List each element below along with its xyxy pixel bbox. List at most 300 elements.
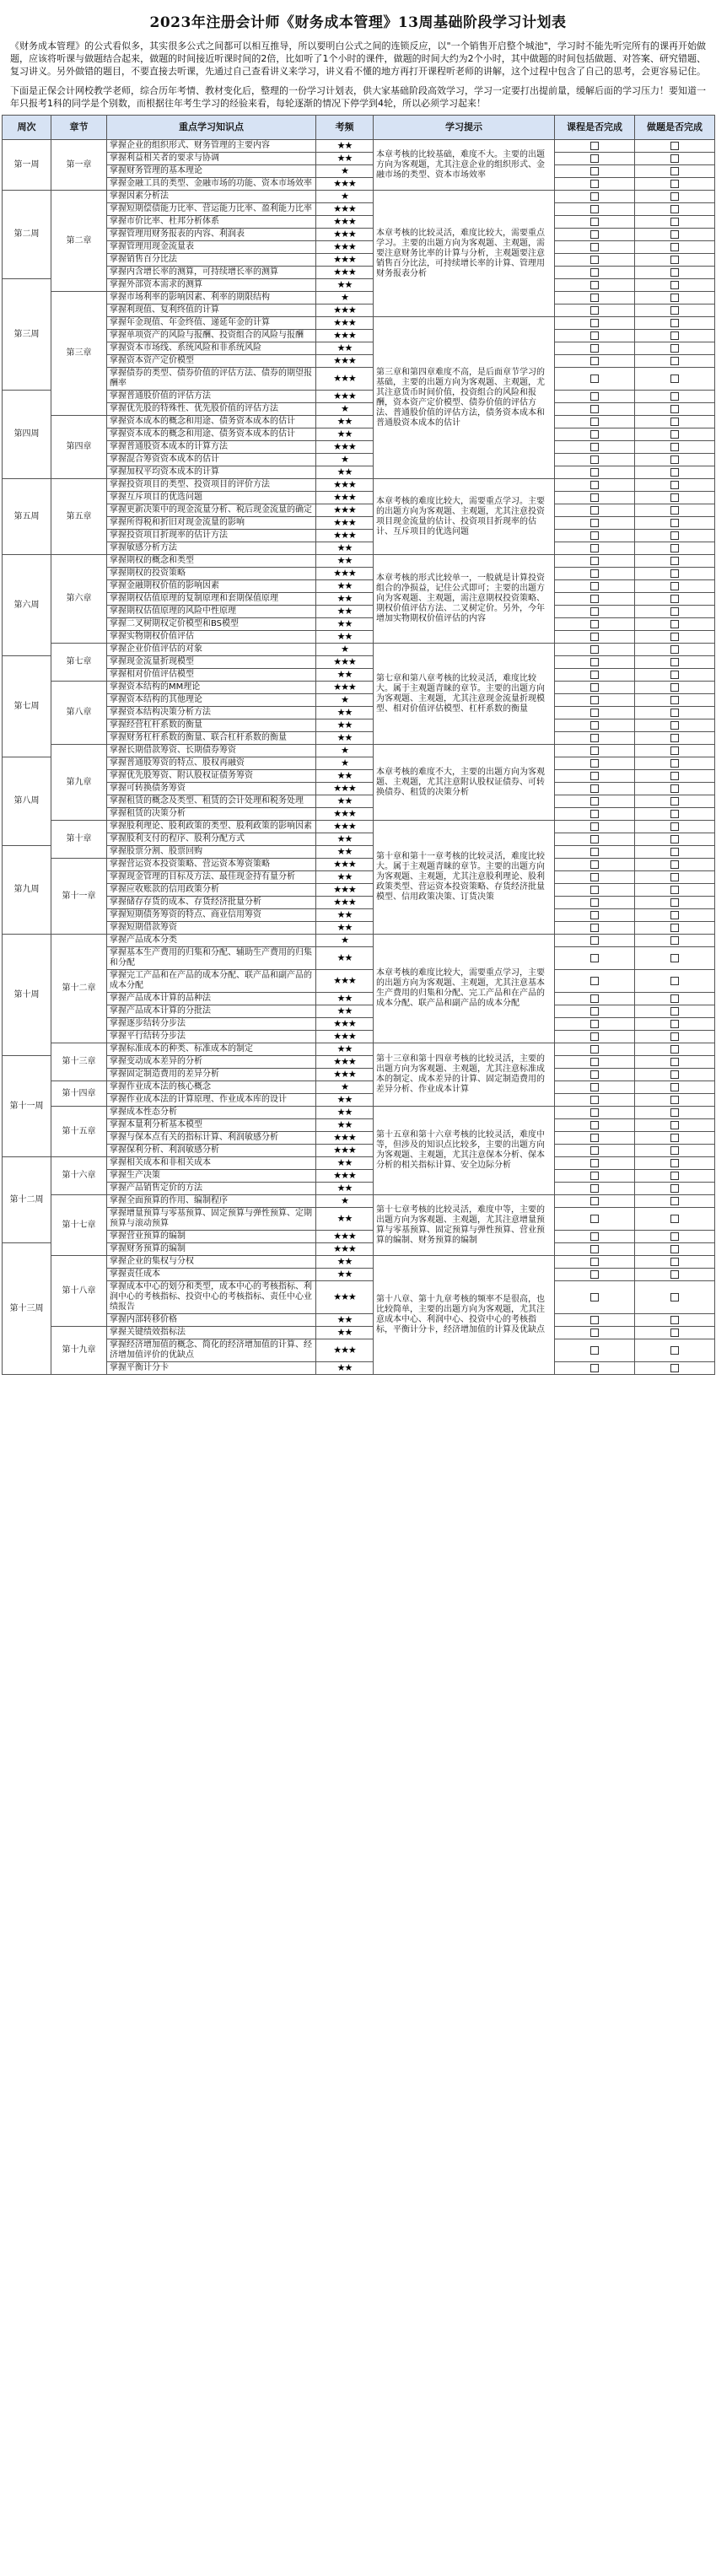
practice-checkbox[interactable] xyxy=(670,1184,679,1193)
practice-checkbox-cell xyxy=(635,732,715,745)
header-course-done: 课程是否完成 xyxy=(555,116,635,140)
practice-checkbox[interactable] xyxy=(670,1032,679,1041)
course-checkbox[interactable] xyxy=(590,154,599,163)
practice-checkbox[interactable] xyxy=(670,1146,679,1155)
practice-checkbox[interactable] xyxy=(670,1258,679,1266)
frequency-stars: ★★★ xyxy=(316,1056,374,1069)
header-practice-done: 做题是否完成 xyxy=(635,116,715,140)
practice-checkbox[interactable] xyxy=(670,1096,679,1104)
key-point-cell: 掌握资本结构的MM理论 xyxy=(107,682,316,694)
course-checkbox-cell xyxy=(555,530,635,542)
practice-checkbox[interactable] xyxy=(670,582,679,590)
practice-checkbox[interactable] xyxy=(670,1172,679,1180)
practice-checkbox[interactable] xyxy=(670,142,679,150)
course-checkbox[interactable] xyxy=(590,1159,599,1167)
practice-checkbox[interactable] xyxy=(670,306,679,315)
practice-checkbox[interactable] xyxy=(670,243,679,251)
frequency-stars: ★ xyxy=(316,1081,374,1094)
frequency-stars: ★★ xyxy=(316,555,374,568)
key-point-cell: 掌握相对价值评估模型 xyxy=(107,669,316,682)
course-checkbox[interactable] xyxy=(590,1032,599,1041)
course-checkbox[interactable] xyxy=(590,331,599,340)
frequency-stars: ★★ xyxy=(316,631,374,644)
course-checkbox[interactable] xyxy=(590,268,599,277)
course-checkbox[interactable] xyxy=(590,306,599,315)
practice-checkbox-cell xyxy=(635,555,715,568)
course-checkbox[interactable] xyxy=(590,205,599,213)
course-checkbox[interactable] xyxy=(590,721,599,730)
course-checkbox[interactable] xyxy=(590,142,599,150)
practice-checkbox[interactable] xyxy=(670,1232,679,1241)
week-cell: 第六周 xyxy=(3,555,51,656)
practice-checkbox[interactable] xyxy=(670,569,679,578)
course-checkbox[interactable] xyxy=(590,784,599,793)
practice-checkbox[interactable] xyxy=(670,994,679,1003)
frequency-stars: ★★★ xyxy=(316,368,374,391)
course-checkbox[interactable] xyxy=(590,810,599,818)
course-checkbox[interactable] xyxy=(590,848,599,856)
course-checkbox-cell xyxy=(555,656,635,669)
practice-checkbox[interactable] xyxy=(670,1245,679,1253)
course-checkbox[interactable] xyxy=(590,218,599,226)
practice-checkbox[interactable] xyxy=(670,873,679,881)
practice-checkbox[interactable] xyxy=(670,977,679,985)
frequency-stars: ★★★ xyxy=(316,1132,374,1145)
frequency-stars: ★★★ xyxy=(316,808,374,821)
course-checkbox[interactable] xyxy=(590,772,599,780)
course-checkbox[interactable] xyxy=(590,180,599,188)
course-checkbox[interactable] xyxy=(590,1184,599,1193)
table-row xyxy=(3,1069,715,1081)
table-row xyxy=(3,1043,715,1056)
practice-checkbox[interactable] xyxy=(670,1293,679,1301)
course-checkbox[interactable] xyxy=(590,1020,599,1028)
course-checkbox[interactable] xyxy=(590,344,599,353)
course-checkbox-cell xyxy=(555,254,635,267)
course-checkbox[interactable] xyxy=(590,1083,599,1091)
practice-checkbox-cell xyxy=(635,330,715,342)
key-point-cell: 掌握作业成本法的核心概念 xyxy=(107,1081,316,1094)
course-checkbox[interactable] xyxy=(590,1316,599,1324)
course-checkbox[interactable] xyxy=(590,1215,599,1223)
course-checkbox[interactable] xyxy=(590,544,599,552)
course-checkbox[interactable] xyxy=(590,1058,599,1066)
table-row xyxy=(3,203,715,216)
chapter-cell: 第十六章 xyxy=(51,1157,107,1195)
course-checkbox[interactable] xyxy=(590,1346,599,1355)
practice-checkbox[interactable] xyxy=(670,357,679,365)
practice-checkbox[interactable] xyxy=(670,531,679,540)
practice-checkbox[interactable] xyxy=(670,924,679,932)
frequency-stars: ★★ xyxy=(316,669,374,682)
key-point-cell: 掌握平衡计分卡 xyxy=(107,1362,316,1375)
chapter-cell: 第三章 xyxy=(51,292,107,416)
practice-checkbox[interactable] xyxy=(670,1316,679,1324)
practice-checkbox[interactable] xyxy=(670,418,679,426)
practice-checkbox-cell xyxy=(635,935,715,947)
key-point-cell: 掌握短期债务筹资的特点、商业信用筹资 xyxy=(107,909,316,922)
practice-checkbox[interactable] xyxy=(670,860,679,869)
practice-checkbox[interactable] xyxy=(670,319,679,327)
frequency-stars: ★★ xyxy=(316,1005,374,1018)
practice-checkbox[interactable] xyxy=(670,1197,679,1205)
table-row xyxy=(3,694,715,707)
course-checkbox-cell xyxy=(555,241,635,254)
course-checkbox[interactable] xyxy=(590,243,599,251)
practice-checkbox[interactable] xyxy=(670,544,679,552)
course-checkbox[interactable] xyxy=(590,607,599,616)
practice-checkbox[interactable] xyxy=(670,167,679,175)
practice-checkbox[interactable] xyxy=(670,1045,679,1054)
practice-checkbox[interactable] xyxy=(670,822,679,831)
course-checkbox[interactable] xyxy=(590,230,599,239)
course-checkbox[interactable] xyxy=(590,1364,599,1372)
course-checkbox[interactable] xyxy=(590,734,599,742)
practice-checkbox[interactable] xyxy=(670,911,679,919)
practice-checkbox[interactable] xyxy=(670,709,679,717)
course-checkbox[interactable] xyxy=(590,256,599,264)
table-row xyxy=(3,279,715,292)
chapter-cell: 第五章 xyxy=(51,479,107,555)
table-row xyxy=(3,1256,715,1269)
course-checkbox[interactable] xyxy=(590,418,599,426)
practice-checkbox[interactable] xyxy=(670,734,679,742)
course-checkbox[interactable] xyxy=(590,281,599,289)
course-checkbox[interactable] xyxy=(590,1070,599,1079)
key-point-cell: 掌握逐步结转分步法 xyxy=(107,1018,316,1031)
course-checkbox[interactable] xyxy=(590,167,599,175)
practice-checkbox[interactable] xyxy=(670,954,679,962)
table-row xyxy=(3,1145,715,1157)
practice-checkbox[interactable] xyxy=(670,455,679,464)
course-checkbox[interactable] xyxy=(590,1232,599,1241)
course-checkbox[interactable] xyxy=(590,936,599,945)
course-checkbox[interactable] xyxy=(590,658,599,666)
practice-checkbox-cell xyxy=(635,808,715,821)
practice-checkbox[interactable] xyxy=(670,1270,679,1279)
practice-checkbox[interactable] xyxy=(670,595,679,603)
course-checkbox[interactable] xyxy=(590,924,599,932)
practice-checkbox[interactable] xyxy=(670,1070,679,1079)
frequency-stars: ★★★ xyxy=(316,1069,374,1081)
frequency-stars: ★★★ xyxy=(316,1170,374,1183)
key-point-cell: 掌握财务管理的基本理论 xyxy=(107,165,316,178)
practice-checkbox[interactable] xyxy=(670,1215,679,1223)
course-checkbox[interactable] xyxy=(590,1293,599,1301)
practice-checkbox[interactable] xyxy=(670,620,679,628)
study-tip-cell: 本章考核的形式比较单一，一般就是计算投资组合的净损益，记住公式即可；主要的出题方向为客观题、主观题，需注意期权投资策略、期权价值评估方法、二叉树定价。另外，今年增加实物期权价值评估的内容 xyxy=(374,555,555,644)
practice-checkbox[interactable] xyxy=(670,468,679,477)
table-row xyxy=(3,795,715,808)
course-checkbox[interactable] xyxy=(590,455,599,464)
frequency-stars: ★★ xyxy=(316,732,374,745)
table-row xyxy=(3,1231,715,1243)
course-checkbox-cell xyxy=(555,454,635,466)
practice-checkbox[interactable] xyxy=(670,218,679,226)
course-checkbox[interactable] xyxy=(590,911,599,919)
course-checkbox[interactable] xyxy=(590,696,599,704)
practice-checkbox[interactable] xyxy=(670,746,679,755)
course-checkbox[interactable] xyxy=(590,443,599,451)
practice-checkbox[interactable] xyxy=(670,936,679,945)
practice-checkbox[interactable] xyxy=(670,696,679,704)
course-checkbox-cell xyxy=(555,1107,635,1119)
course-checkbox[interactable] xyxy=(590,886,599,894)
table-row xyxy=(3,568,715,580)
course-checkbox[interactable] xyxy=(590,797,599,806)
course-checkbox[interactable] xyxy=(590,405,599,413)
practice-checkbox[interactable] xyxy=(670,344,679,353)
practice-checkbox[interactable] xyxy=(670,430,679,439)
frequency-stars: ★★ xyxy=(316,1208,374,1231)
course-checkbox[interactable] xyxy=(590,595,599,603)
course-checkbox-cell xyxy=(555,153,635,165)
course-checkbox-cell xyxy=(555,1081,635,1094)
practice-checkbox[interactable] xyxy=(670,405,679,413)
practice-checkbox[interactable] xyxy=(670,772,679,780)
practice-checkbox[interactable] xyxy=(670,835,679,843)
practice-checkbox[interactable] xyxy=(670,375,679,383)
table-row xyxy=(3,884,715,897)
frequency-stars: ★★★ xyxy=(316,216,374,229)
practice-checkbox-cell xyxy=(635,165,715,178)
course-checkbox[interactable] xyxy=(590,1197,599,1205)
practice-checkbox[interactable] xyxy=(670,557,679,565)
practice-checkbox[interactable] xyxy=(670,1083,679,1091)
practice-checkbox[interactable] xyxy=(670,1058,679,1066)
course-checkbox[interactable] xyxy=(590,954,599,962)
practice-checkbox[interactable] xyxy=(670,1159,679,1167)
practice-checkbox-cell xyxy=(635,1119,715,1132)
practice-checkbox[interactable] xyxy=(670,784,679,793)
intro-paragraph-1: 《财务成本管理》的公式看似多，其实很多公式之间都可以相互推导，所以要明白公式之间的连锁反应，以"一个销售开启整个城池"，学习时不能先听完所有的课再开始做题，应该将听课与做题结合起来，做题的时间接近听课时间的2倍，比如听了1个小时的课件，做题的时间大约为2个小时，其中做题的时间包括做题、对答案、研究错题、复习讲义。另外做错的题目，不要直接去听课，先通过自己查看讲义来学习，讲义看不懂的地方再打开课程听老师的讲解，这个过程中包含了自己的思考，会更容易记住。 xyxy=(10,40,706,77)
practice-checkbox[interactable] xyxy=(670,633,679,641)
key-point-cell: 掌握企业的组织形式、财务管理的主要内容 xyxy=(107,140,316,153)
course-checkbox-cell xyxy=(555,391,635,403)
practice-checkbox[interactable] xyxy=(670,645,679,654)
key-point-cell: 掌握资本市场线、系统风险和非系统风险 xyxy=(107,342,316,355)
course-checkbox[interactable] xyxy=(590,898,599,907)
practice-checkbox[interactable] xyxy=(670,481,679,489)
key-point-cell: 掌握优先股的特殊性、优先股价值的评估方法 xyxy=(107,403,316,416)
practice-checkbox[interactable] xyxy=(670,192,679,201)
practice-checkbox[interactable] xyxy=(670,797,679,806)
course-checkbox[interactable] xyxy=(590,375,599,383)
course-checkbox[interactable] xyxy=(590,633,599,641)
practice-checkbox[interactable] xyxy=(670,519,679,527)
practice-checkbox-cell xyxy=(635,682,715,694)
course-checkbox[interactable] xyxy=(590,1245,599,1253)
frequency-stars: ★★★ xyxy=(316,517,374,530)
course-checkbox[interactable] xyxy=(590,506,599,515)
frequency-stars: ★★ xyxy=(316,833,374,846)
practice-checkbox[interactable] xyxy=(670,493,679,502)
key-point-cell: 掌握营运资本投资策略、营运资本筹资策略 xyxy=(107,859,316,871)
course-checkbox[interactable] xyxy=(590,1172,599,1180)
key-point-cell: 掌握资本结构的其他理论 xyxy=(107,694,316,707)
practice-checkbox[interactable] xyxy=(670,1364,679,1372)
course-checkbox[interactable] xyxy=(590,493,599,502)
course-checkbox[interactable] xyxy=(590,468,599,477)
course-checkbox[interactable] xyxy=(590,873,599,881)
frequency-stars: ★★ xyxy=(316,1269,374,1281)
course-checkbox[interactable] xyxy=(590,1258,599,1266)
course-checkbox-cell xyxy=(555,909,635,922)
key-point-cell: 掌握经营杠杆系数的衡量 xyxy=(107,719,316,732)
course-checkbox[interactable] xyxy=(590,709,599,717)
practice-checkbox[interactable] xyxy=(670,331,679,340)
practice-checkbox[interactable] xyxy=(670,886,679,894)
practice-checkbox[interactable] xyxy=(670,721,679,730)
practice-checkbox[interactable] xyxy=(670,294,679,302)
frequency-stars: ★★ xyxy=(316,795,374,808)
course-checkbox[interactable] xyxy=(590,430,599,439)
course-checkbox-cell xyxy=(555,1031,635,1043)
course-checkbox[interactable] xyxy=(590,759,599,768)
practice-checkbox-cell xyxy=(635,542,715,555)
practice-checkbox-cell xyxy=(635,178,715,191)
course-checkbox[interactable] xyxy=(590,746,599,755)
course-checkbox-cell xyxy=(555,279,635,292)
course-checkbox-cell xyxy=(555,1043,635,1056)
course-checkbox[interactable] xyxy=(590,569,599,578)
course-checkbox[interactable] xyxy=(590,645,599,654)
practice-checkbox[interactable] xyxy=(670,848,679,856)
practice-checkbox[interactable] xyxy=(670,658,679,666)
week-cell: 第十周 xyxy=(3,935,51,1056)
frequency-stars: ★★★ xyxy=(316,821,374,833)
table-row xyxy=(3,254,715,267)
frequency-stars: ★★ xyxy=(316,947,374,970)
course-checkbox[interactable] xyxy=(590,1045,599,1054)
practice-checkbox[interactable] xyxy=(670,1020,679,1028)
course-checkbox[interactable] xyxy=(590,1328,599,1337)
course-checkbox-cell xyxy=(555,1069,635,1081)
course-checkbox[interactable] xyxy=(590,835,599,843)
frequency-stars: ★★ xyxy=(316,846,374,859)
practice-checkbox-cell xyxy=(635,993,715,1005)
course-checkbox-cell xyxy=(555,542,635,555)
course-checkbox[interactable] xyxy=(590,357,599,365)
course-checkbox[interactable] xyxy=(590,392,599,401)
table-row xyxy=(3,644,715,656)
key-point-cell: 掌握金融期权价值的影响因素 xyxy=(107,580,316,593)
course-checkbox-cell xyxy=(555,178,635,191)
practice-checkbox[interactable] xyxy=(670,205,679,213)
course-checkbox-cell xyxy=(555,871,635,884)
table-row xyxy=(3,770,715,783)
practice-checkbox[interactable] xyxy=(670,281,679,289)
course-checkbox[interactable] xyxy=(590,994,599,1003)
course-checkbox[interactable] xyxy=(590,519,599,527)
frequency-stars: ★★ xyxy=(316,466,374,479)
course-checkbox[interactable] xyxy=(590,1108,599,1117)
frequency-stars: ★★ xyxy=(316,993,374,1005)
key-point-cell: 掌握外部资本需求的测算 xyxy=(107,279,316,292)
practice-checkbox[interactable] xyxy=(670,268,679,277)
key-point-cell: 掌握租赁的概念及类型、租赁的会计处理和税务处理 xyxy=(107,795,316,808)
practice-checkbox[interactable] xyxy=(670,607,679,616)
course-checkbox[interactable] xyxy=(590,822,599,831)
practice-checkbox[interactable] xyxy=(670,1328,679,1337)
practice-checkbox[interactable] xyxy=(670,1007,679,1016)
table-row xyxy=(3,1327,715,1339)
course-checkbox[interactable] xyxy=(590,1096,599,1104)
frequency-stars: ★★★ xyxy=(316,970,374,993)
practice-checkbox-cell xyxy=(635,391,715,403)
course-checkbox[interactable] xyxy=(590,1007,599,1016)
course-checkbox-cell xyxy=(555,165,635,178)
practice-checkbox[interactable] xyxy=(670,1121,679,1129)
course-checkbox[interactable] xyxy=(590,1270,599,1279)
practice-checkbox[interactable] xyxy=(670,1108,679,1117)
course-checkbox[interactable] xyxy=(590,1146,599,1155)
practice-checkbox[interactable] xyxy=(670,154,679,163)
table-row xyxy=(3,859,715,871)
frequency-stars: ★★ xyxy=(316,542,374,555)
course-checkbox[interactable] xyxy=(590,557,599,565)
practice-checkbox[interactable] xyxy=(670,392,679,401)
practice-checkbox-cell xyxy=(635,1107,715,1119)
course-checkbox-cell xyxy=(555,479,635,492)
table-row xyxy=(3,492,715,504)
practice-checkbox[interactable] xyxy=(670,671,679,679)
course-checkbox[interactable] xyxy=(590,192,599,201)
course-checkbox[interactable] xyxy=(590,294,599,302)
practice-checkbox[interactable] xyxy=(670,230,679,239)
frequency-stars: ★★★ xyxy=(316,897,374,909)
table-row xyxy=(3,757,715,770)
table-row xyxy=(3,1170,715,1183)
course-checkbox[interactable] xyxy=(590,481,599,489)
course-checkbox[interactable] xyxy=(590,582,599,590)
table-row xyxy=(3,783,715,795)
practice-checkbox[interactable] xyxy=(670,810,679,818)
course-checkbox-cell xyxy=(555,922,635,935)
course-checkbox[interactable] xyxy=(590,1121,599,1129)
practice-checkbox[interactable] xyxy=(670,759,679,768)
course-checkbox[interactable] xyxy=(590,860,599,869)
course-checkbox[interactable] xyxy=(590,671,599,679)
course-checkbox[interactable] xyxy=(590,977,599,985)
frequency-stars: ★★ xyxy=(316,1256,374,1269)
practice-checkbox-cell xyxy=(635,694,715,707)
key-point-cell: 掌握二叉树期权定价模型和BS模型 xyxy=(107,618,316,631)
course-checkbox[interactable] xyxy=(590,683,599,692)
table-row xyxy=(3,732,715,745)
practice-checkbox[interactable] xyxy=(670,1346,679,1355)
practice-checkbox[interactable] xyxy=(670,256,679,264)
practice-checkbox[interactable] xyxy=(670,506,679,515)
practice-checkbox[interactable] xyxy=(670,683,679,692)
practice-checkbox[interactable] xyxy=(670,443,679,451)
key-point-cell: 掌握普通股价值的评估方法 xyxy=(107,391,316,403)
course-checkbox[interactable] xyxy=(590,531,599,540)
frequency-stars: ★★ xyxy=(316,342,374,355)
course-checkbox[interactable] xyxy=(590,319,599,327)
course-checkbox-cell xyxy=(555,833,635,846)
practice-checkbox-cell xyxy=(635,267,715,279)
practice-checkbox-cell xyxy=(635,707,715,719)
practice-checkbox[interactable] xyxy=(670,180,679,188)
practice-checkbox[interactable] xyxy=(670,898,679,907)
course-checkbox[interactable] xyxy=(590,620,599,628)
table-row xyxy=(3,1132,715,1145)
course-checkbox[interactable] xyxy=(590,1134,599,1142)
course-checkbox-cell xyxy=(555,1145,635,1157)
table-row xyxy=(3,368,715,391)
practice-checkbox[interactable] xyxy=(670,1134,679,1142)
